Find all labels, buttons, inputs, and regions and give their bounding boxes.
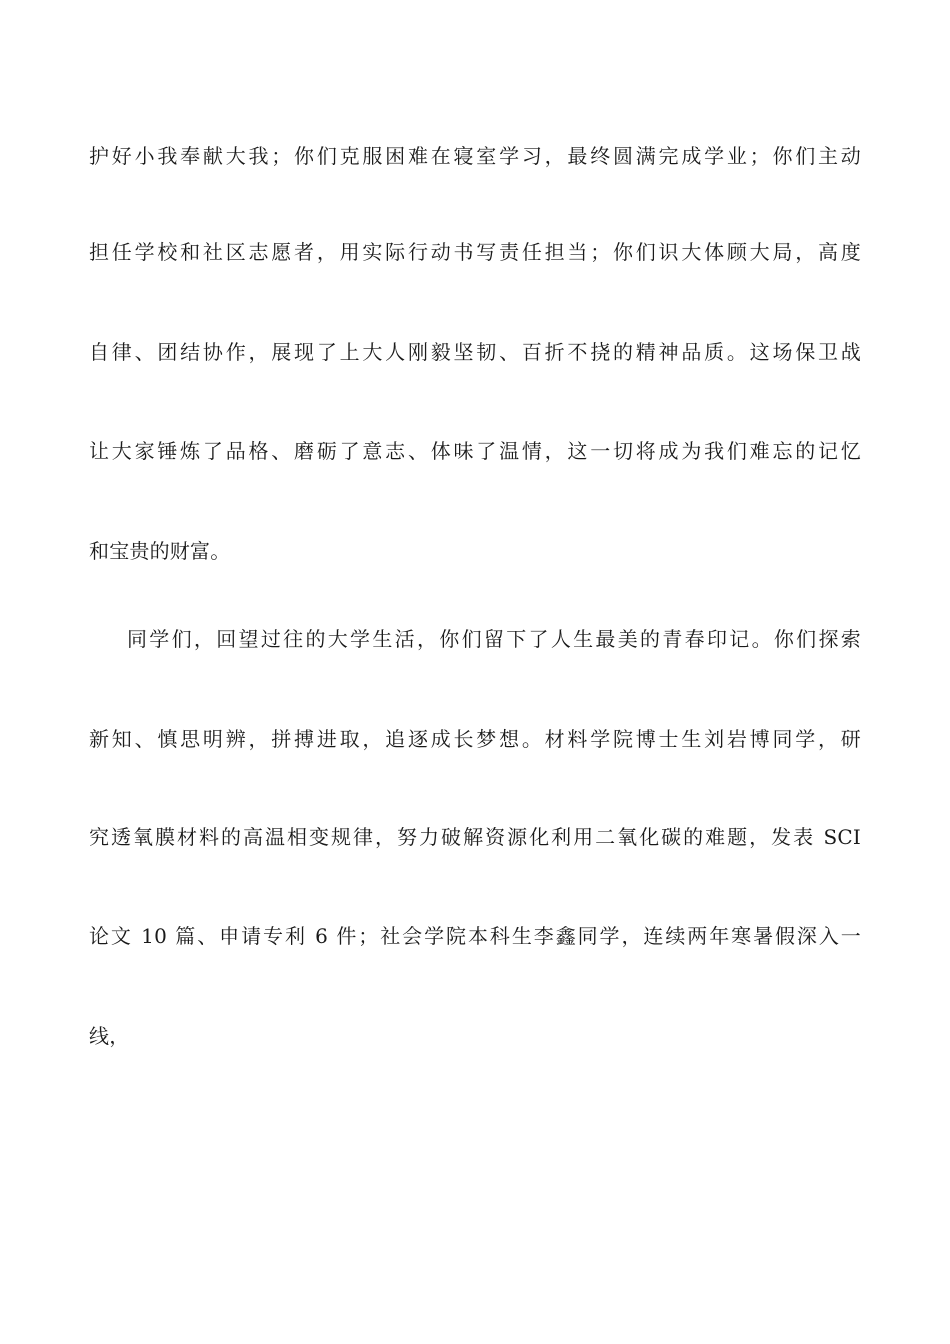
- text-line: 自律、团结协作，展现了上大人刚毅坚韧、百折不挠的精神品质。这场保卫战: [89, 340, 861, 364]
- text-line: 担任学校和社区志愿者，用实际行动书写责任担当；你们识大体顾大局，高度: [89, 240, 861, 264]
- text-line: 护好小我奉献大我；你们克服困难在寝室学习，最终圆满完成学业；你们主动: [89, 144, 861, 168]
- text-line: 论文 10 篇、申请专利 6 件；社会学院本科生李鑫同学，连续两年寒暑假深入一: [89, 924, 861, 948]
- text-line: 新知、慎思明辨，拼搏进取，追逐成长梦想。材料学院博士生刘岩博同学，研: [89, 727, 861, 751]
- text-line: 让大家锤炼了品格、磨砺了意志、体味了温情，这一切将成为我们难忘的记忆: [89, 439, 861, 463]
- text-line: 究透氧膜材料的高温相变规律，努力破解资源化利用二氧化碳的难题，发表 SCI: [89, 825, 861, 849]
- text-line: 线，: [89, 1024, 130, 1048]
- paragraph-first-line: 同学们，回望过往的大学生活，你们留下了人生最美的青春印记。你们探索: [127, 627, 861, 651]
- text-line: 和宝贵的财富。: [89, 539, 231, 563]
